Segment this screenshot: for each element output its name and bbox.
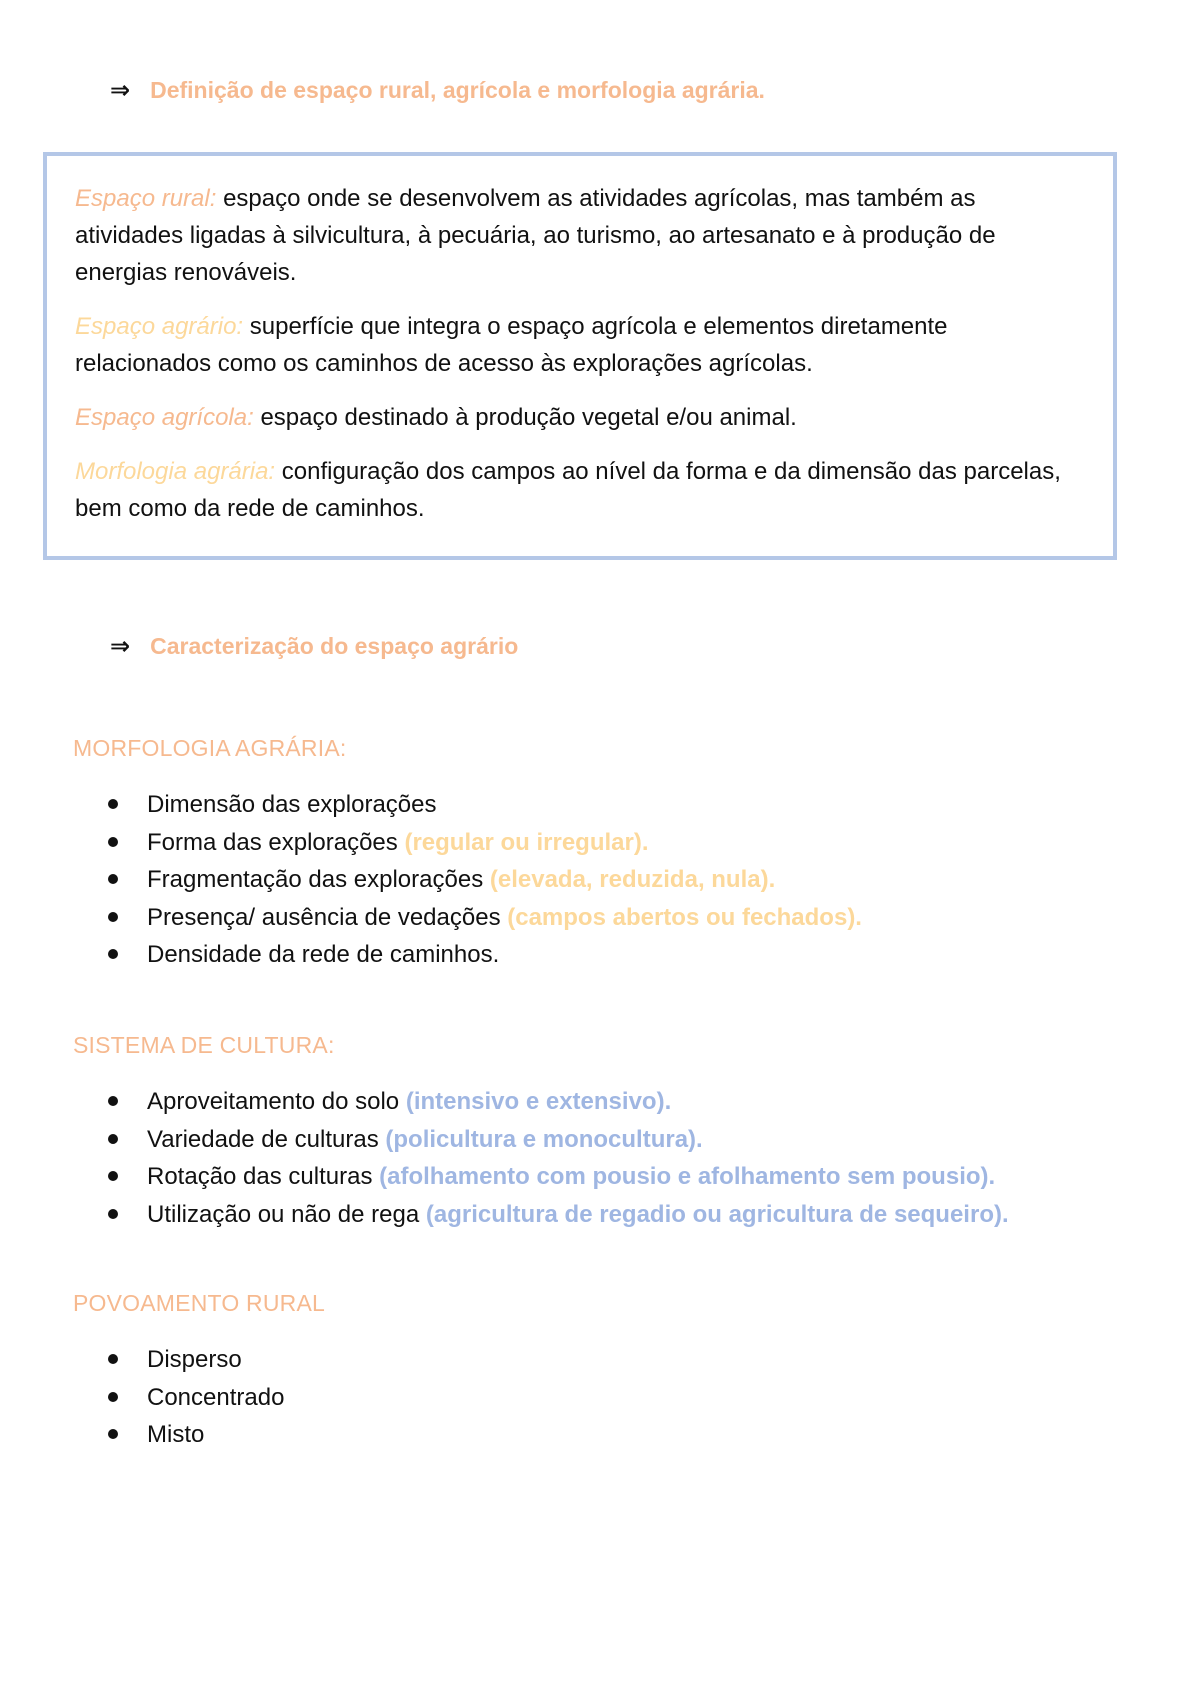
list-item bbox=[108, 1416, 284, 1454]
sistema-list bbox=[108, 1083, 1009, 1233]
item-text: Dimensão das explorações bbox=[147, 791, 437, 818]
bullet-icon bbox=[108, 1171, 118, 1181]
item-text: Concentrado bbox=[147, 1383, 285, 1411]
item-text: Misto bbox=[147, 1421, 205, 1448]
definition-text: superfície que integra o espaço agrícola e elementos diretamente relacionados como os caminhos de acesso às explorações agrícolas. bbox=[75, 313, 948, 377]
item-note: (campos abertos ou fechados). bbox=[507, 903, 862, 931]
item-text: Variedade de culturas bbox=[147, 1125, 386, 1153]
definition-espaco-agricola bbox=[75, 399, 1087, 436]
item-note: (regular ou irregular). bbox=[404, 828, 649, 856]
list-item bbox=[108, 899, 862, 937]
definition-text: configuração dos campos ao nível da forma e da dimensão das parcelas, bem como da rede de caminhos. bbox=[75, 458, 1061, 522]
list-item bbox=[108, 1121, 1009, 1159]
item-text: Presença/ ausência de vedações bbox=[147, 903, 508, 931]
bullet-icon bbox=[108, 1354, 118, 1364]
item-text: Forma das explorações bbox=[147, 828, 405, 856]
povoamento-label: POVOAMENTO RURAL bbox=[73, 1290, 325, 1316]
list-item bbox=[108, 1196, 1009, 1234]
item-text: Densidade da rede de caminhos. bbox=[147, 941, 500, 968]
section-title: Caracterização do espaço agrário bbox=[150, 633, 519, 659]
item-text: Disperso bbox=[147, 1346, 242, 1373]
bullet-icon bbox=[108, 949, 118, 959]
section-title: Definição de espaço rural, agrícola e morfologia agrária. bbox=[150, 77, 765, 103]
definition-term: Espaço agrícola: bbox=[75, 404, 254, 431]
morfologia-list bbox=[108, 786, 862, 974]
item-note: (policultura e monocultura). bbox=[385, 1125, 703, 1153]
bullet-icon bbox=[108, 1209, 118, 1219]
sistema-label: SISTEMA DE CULTURA: bbox=[73, 1032, 335, 1058]
bullet-icon bbox=[108, 837, 118, 847]
bullet-icon bbox=[108, 1096, 118, 1106]
list-item bbox=[108, 936, 862, 974]
list-item bbox=[108, 861, 862, 899]
povoamento-list bbox=[108, 1341, 284, 1454]
list-item bbox=[108, 786, 862, 824]
double-arrow-icon: ⇒ bbox=[110, 76, 131, 104]
bullet-icon bbox=[108, 1392, 118, 1402]
list-item bbox=[108, 1083, 1009, 1121]
definition-espaco-agrario bbox=[75, 308, 1087, 382]
item-text: Utilização ou não de rega bbox=[147, 1200, 426, 1228]
definition-term: Espaço rural: bbox=[75, 185, 217, 212]
list-item bbox=[108, 1379, 284, 1417]
item-note: (afolhamento com pousio e afolhamento sem pousio). bbox=[379, 1163, 996, 1190]
list-item bbox=[108, 1341, 284, 1379]
list-item bbox=[108, 824, 862, 862]
section-heading-definitions bbox=[110, 76, 765, 104]
definitions-box bbox=[43, 152, 1117, 560]
list-item bbox=[108, 1158, 1009, 1196]
bullet-icon bbox=[108, 799, 118, 809]
item-text: Fragmentação das explorações bbox=[147, 866, 490, 893]
bullet-icon bbox=[108, 1134, 118, 1144]
bullet-icon bbox=[108, 874, 118, 884]
bullet-icon bbox=[108, 1429, 118, 1439]
section-heading-characterization bbox=[110, 632, 518, 660]
item-text: Rotação das culturas bbox=[147, 1163, 380, 1190]
item-note: (elevada, reduzida, nula). bbox=[489, 866, 776, 893]
definition-term: Espaço agrário: bbox=[75, 313, 244, 340]
item-note: (intensivo e extensivo). bbox=[405, 1088, 672, 1115]
double-arrow-icon: ⇒ bbox=[110, 632, 131, 660]
definition-text: espaço onde se desenvolvem as atividades agrícolas, mas também as atividades ligadas à silvicultura, à pecuária, ao turismo, ao artesanato e à produção de energias renováveis. bbox=[75, 185, 996, 286]
definition-espaco-rural bbox=[75, 180, 1087, 291]
definition-morfologia-agraria bbox=[75, 453, 1087, 527]
definition-term: Morfologia agrária: bbox=[75, 458, 276, 485]
bullet-icon bbox=[108, 912, 118, 922]
morfologia-label: MORFOLOGIA AGRÁRIA: bbox=[73, 735, 347, 761]
item-text: Aproveitamento do solo bbox=[147, 1088, 406, 1115]
definition-text: espaço destinado à produção vegetal e/ou animal. bbox=[253, 404, 797, 431]
item-note: (agricultura de regadio ou agricultura de sequeiro). bbox=[425, 1200, 1009, 1228]
